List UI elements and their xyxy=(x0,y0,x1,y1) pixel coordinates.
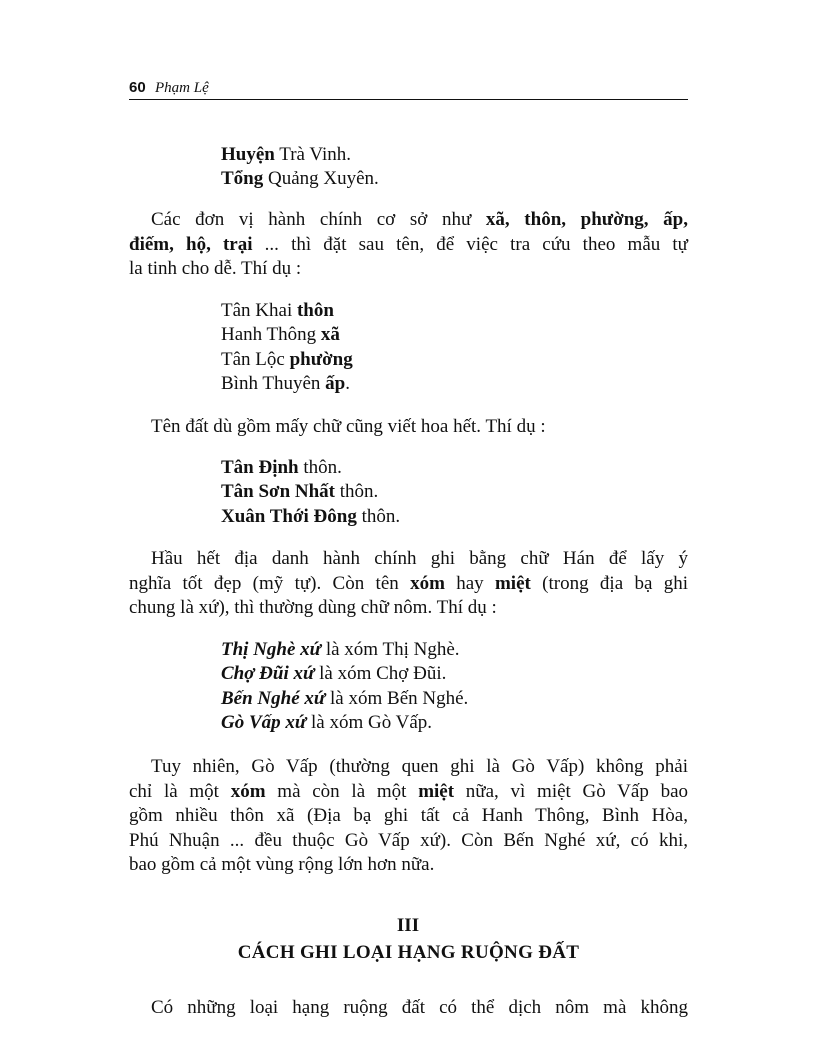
paragraph-line: bao gồm cả một vùng rộng lớn hơn nữa. xyxy=(129,854,435,875)
paragraph-line: Hầu hết địa danh hành chính ghi bằng chữ Hán để lấy ý xyxy=(151,548,688,569)
paragraph-capitalization xyxy=(129,415,688,440)
paragraph-line: Các đơn vị hành chính cơ sở như xã, thôn, phường, ấp, xyxy=(151,209,688,230)
list-item: Tân Định thôn. xyxy=(221,457,342,478)
section-number: III xyxy=(396,915,420,936)
page-number: 60 xyxy=(129,79,146,96)
paragraph-line: Tuy nhiên, Gò Vấp (thường quen ghi là Gò Vấp) không phải xyxy=(151,756,688,777)
list-item: Tân Sơn Nhất thôn. xyxy=(221,481,379,503)
list-item: Tân Khai thôn xyxy=(221,300,334,321)
list-item: Thị Nghè xứ là xóm Thị Nghè. xyxy=(221,639,460,660)
paragraph-han-nom xyxy=(129,547,688,621)
running-header xyxy=(129,77,688,100)
list-item: Hanh Thông xã xyxy=(221,324,340,346)
paragraph-line: nghĩa tốt đẹp (mỹ tự). Còn tên xóm hay miệt (trong địa bạ ghi xyxy=(129,572,688,594)
example-list-xu xyxy=(221,638,468,735)
list-item: Chợ Đũi xứ là xóm Chợ Đũi. xyxy=(221,663,447,685)
paragraph-line: điếm, hộ, trại ... thì đặt sau tên, để việc tra cứu theo mẫu tự xyxy=(129,233,688,255)
admin-units-list xyxy=(221,143,379,192)
paragraph-line: Phú Nhuận ... đều thuộc Gò Vấp xứ). Còn Bến Nghé xứ, có khi, xyxy=(129,829,688,851)
paragraph-line: la tinh cho dễ. Thí dụ : xyxy=(129,258,302,279)
list-item: Bình Thuyên ấp. xyxy=(221,372,350,394)
example-list-names xyxy=(221,456,400,529)
paragraph-line: Tên đất dù gồm mấy chữ cũng viết hoa hết. Thí dụ : xyxy=(151,416,546,437)
list-item: Tân Lộc phường xyxy=(221,348,353,370)
paragraph-line: gồm nhiều thôn xã (Địa bạ ghi tất cả Hanh Thông, Bình Hòa, xyxy=(129,805,688,826)
section-title: CÁCH GHI LOẠI HẠNG RUỘNG ĐẤT xyxy=(237,942,580,963)
list-item: Huyện Trà Vinh. xyxy=(221,144,351,165)
list-item: Gò Vấp xứ là xóm Gò Vấp. xyxy=(221,711,433,733)
list-item: Bến Nghé xứ là xóm Bến Nghé. xyxy=(221,687,469,709)
paragraph-land-classes xyxy=(129,996,688,1021)
example-list-units xyxy=(221,299,353,396)
running-title: Phạm Lệ xyxy=(155,80,209,96)
list-item: Xuân Thới Đông thôn. xyxy=(221,505,401,527)
paragraph-line: Có những loại hạng ruộng đất có thể dịch nôm mà không xyxy=(151,997,688,1018)
paragraph-line: chung là xứ), thì thường dùng chữ nôm. Thí dụ : xyxy=(129,597,497,618)
paragraph-go-vap xyxy=(129,755,688,878)
list-item: Tổng Quảng Xuyên. xyxy=(221,168,379,190)
paragraph-line: chỉ là một xóm mà còn là một miệt nữa, vì miệt Gò Vấp bao xyxy=(129,780,689,802)
paragraph-admin-units xyxy=(129,208,688,282)
